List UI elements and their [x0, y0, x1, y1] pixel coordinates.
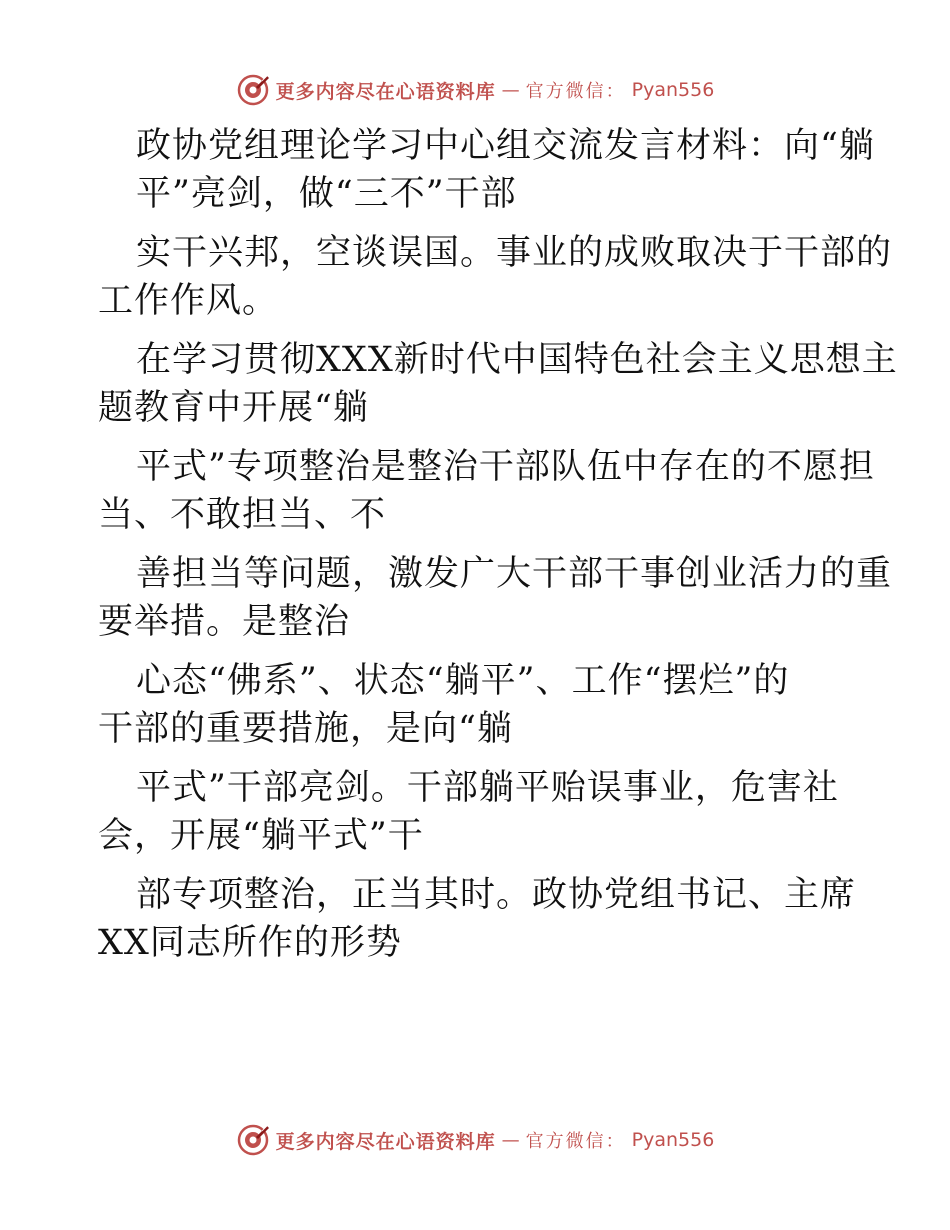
header-account-id: Pyan556	[631, 79, 715, 101]
paragraph-line: 实干兴邦，空谈误国。事业的成败取决于干部的	[136, 233, 893, 273]
paragraph-line: 部专项整治，正当其时。政协党组书记、主席	[136, 875, 857, 915]
title-line-1: 政协党组理论学习中心组交流发言材料：向“躺	[136, 126, 875, 166]
paragraph-line: 题教育中开展“躺	[98, 388, 369, 428]
header-brand-text: 更多内容尽在心语资料库	[275, 80, 496, 103]
header-dash: —	[501, 79, 520, 101]
paragraph-line: 在学习贯彻XXX新时代中国特色社会主义思想主	[136, 340, 898, 380]
footer-dash: —	[501, 1129, 520, 1151]
quill-pen-logo-icon	[236, 73, 270, 107]
paragraph-line: XX同志所作的形势	[98, 923, 402, 963]
quill-pen-logo-icon	[236, 1123, 270, 1157]
paragraph-line: 当、不敢担当、不	[98, 495, 387, 535]
header-banner	[0, 68, 950, 112]
footer-banner	[0, 1118, 950, 1162]
title-line-2: 平”亮剑，做“三不”干部	[136, 174, 517, 214]
footer-brand-text: 更多内容尽在心语资料库	[275, 1130, 496, 1153]
header-wechat-label: 官方微信：	[525, 81, 626, 102]
paragraph-line: 善担当等问题，激发广大干部干事创业活力的重	[136, 554, 893, 594]
paragraph-line: 平式”专项整治是整治干部队伍中存在的不愿担	[136, 447, 875, 487]
paragraph-line: 会，开展“躺平式”干	[98, 816, 424, 856]
document-body	[98, 122, 898, 967]
paragraph-line: 工作作风。	[98, 281, 279, 321]
footer-wechat-label: 官方微信：	[525, 1131, 626, 1152]
paragraph-line: 心态“佛系”、状态“躺平”、工作“摆烂”的	[136, 661, 790, 701]
paragraph-line: 要举措。是整治	[98, 602, 351, 642]
paragraph-line: 干部的重要措施，是向“躺	[98, 709, 513, 749]
footer-account-id: Pyan556	[631, 1129, 715, 1151]
paragraph-line: 平式”干部亮剑。干部躺平贻误事业，危害社	[136, 768, 839, 808]
